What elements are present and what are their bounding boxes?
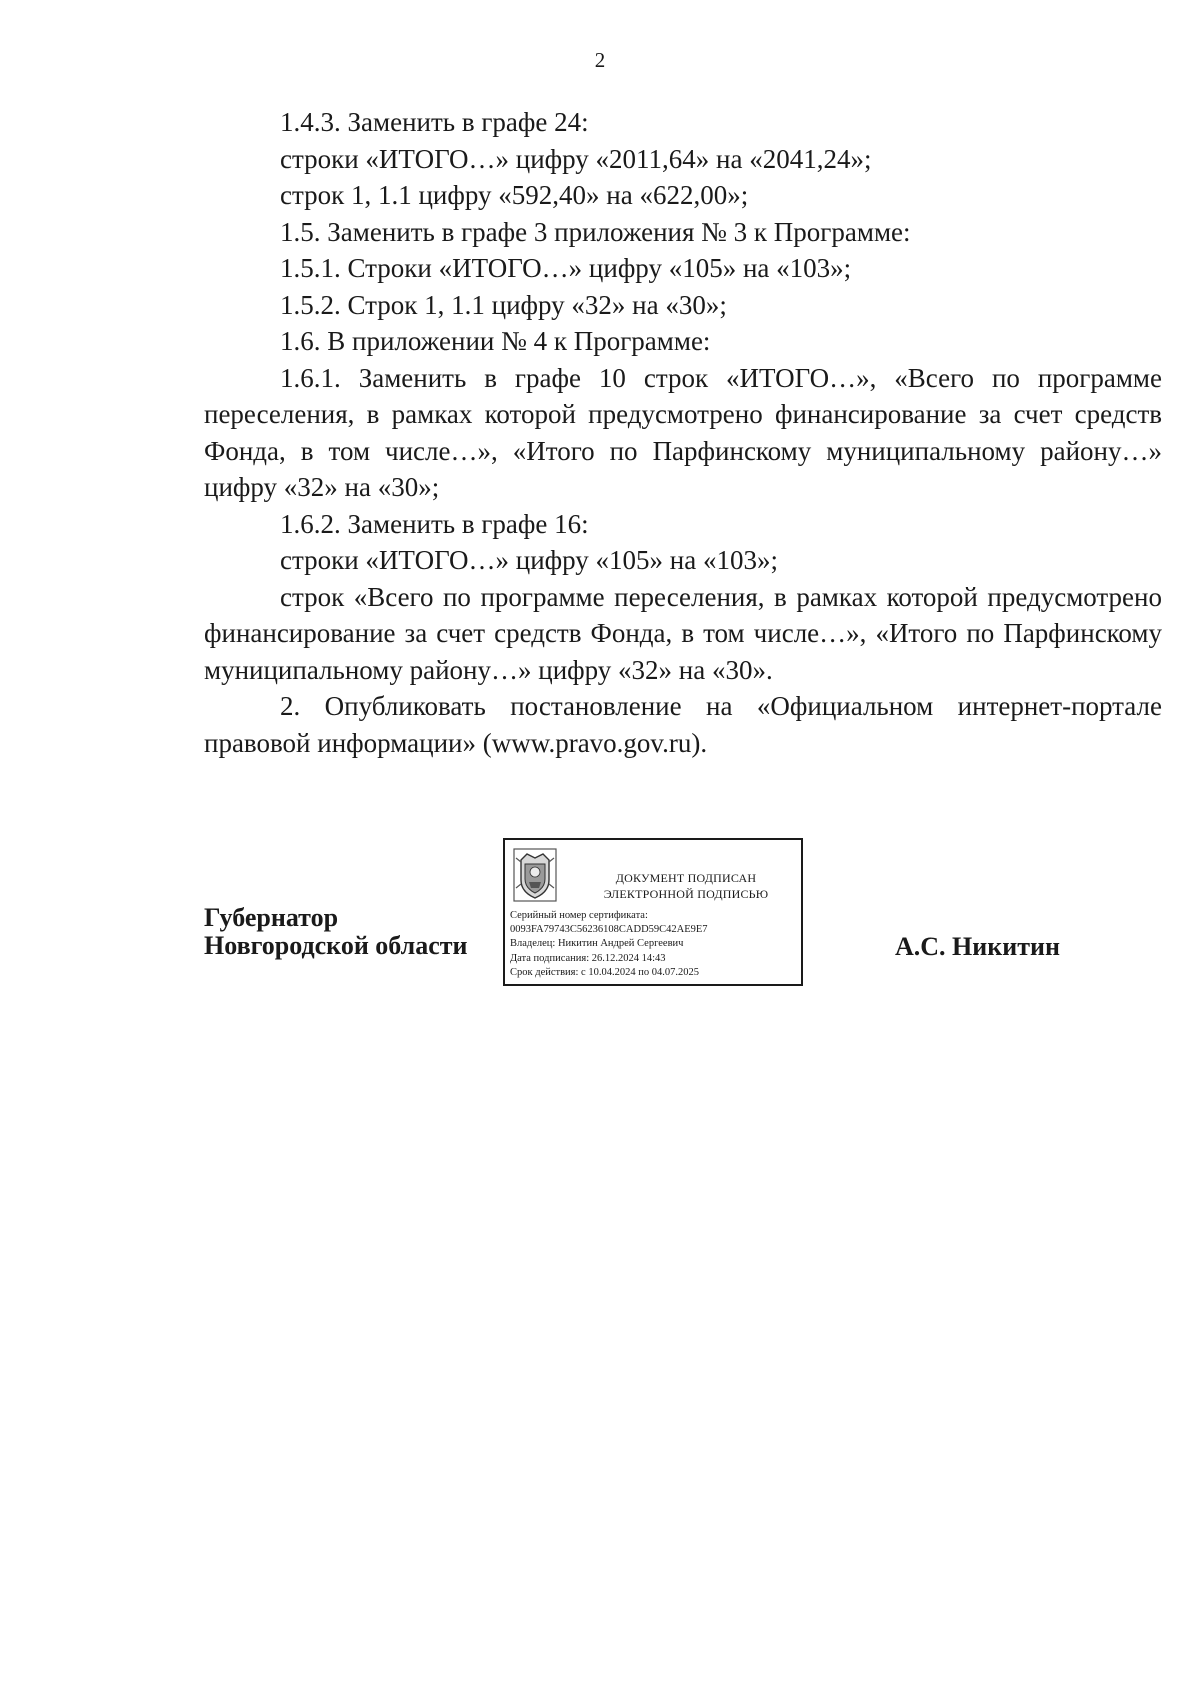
certificate-validity: Срок действия: с 10.04.2024 по 04.07.2025	[510, 966, 699, 978]
paragraph-rows-graph-16: строк «Всего по программе переселения, в рамках которой предусмотрено финансирование за счет средств Фонда, в том числе…», «Итого по Парфинскому муниципальному району…» цифру «32» на «30».	[204, 581, 1162, 685]
stamp-title-line1: ДОКУМЕНТ ПОДПИСАН	[615, 871, 757, 885]
paragraph-1-5-1: 1.5.1. Строки «ИТОГО…» цифру «105» на «103»;	[280, 253, 852, 283]
certificate-number: 0093FA79743C56236108CADD59C42AE9E7	[510, 924, 708, 936]
signer-position-line2: Новгородской области	[204, 931, 468, 960]
signer-position-line1: Губернатор	[204, 903, 339, 932]
paragraph-1-5: 1.5. Заменить в графе 3 приложения № 3 к Программе:	[280, 216, 911, 247]
signing-date: Дата подписания: 26.12.2024 14:43	[510, 952, 666, 964]
paragraph-1-6-1: 1.6.1. Заменить в графе 10 строк «ИТОГО…», «Всего по программе переселения, в рамках которой предусмотрено финансирование за счет средств Фонда, в том числе…», «Итого по Парфинскому муниципальному району…» цифру «32» на «30»;	[204, 362, 1162, 502]
stamp-details	[510, 909, 708, 980]
paragraph-2-publish: 2. Опубликовать постановление на «Официальном интернет-портале правовой информации» (www.pravo.gov.ru).	[204, 691, 1162, 758]
page-number: 2	[594, 48, 606, 72]
paragraph-1-6-2: 1.6.2. Заменить в графе 16:	[280, 508, 589, 539]
paragraph-1-5-2: 1.5.2. Строк 1, 1.1 цифру «32» на «30»;	[280, 289, 727, 320]
paragraph-rows-graph-24: строк 1, 1.1 цифру «592,40» на «622,00»;	[280, 180, 749, 210]
signer-position	[204, 904, 468, 960]
paragraph-1-4-3: 1.4.3. Заменить в графе 24:	[280, 107, 589, 137]
signer-name: А.С. Никитин	[895, 932, 1060, 961]
signature-block	[204, 838, 1162, 998]
electronic-signature-stamp	[503, 838, 803, 986]
paragraph-itogo-graph-16: строки «ИТОГО…» цифру «105» на «103»;	[280, 545, 778, 575]
stamp-title-line2: ЭЛЕКТРОННОЙ ПОДПИСЬЮ	[603, 887, 769, 901]
document-body	[204, 104, 1162, 761]
stamp-title	[575, 870, 797, 902]
coat-of-arms-icon	[513, 848, 557, 902]
paragraph-1-6: 1.6. В приложении № 4 к Программе:	[280, 326, 711, 356]
certificate-label: Серийный номер сертификата:	[510, 910, 648, 921]
paragraph-itogo-graph-24: строки «ИТОГО…» цифру «2011,64» на «2041,24»;	[280, 143, 872, 174]
certificate-owner: Владелец: Никитин Андрей Сергеевич	[510, 938, 684, 950]
